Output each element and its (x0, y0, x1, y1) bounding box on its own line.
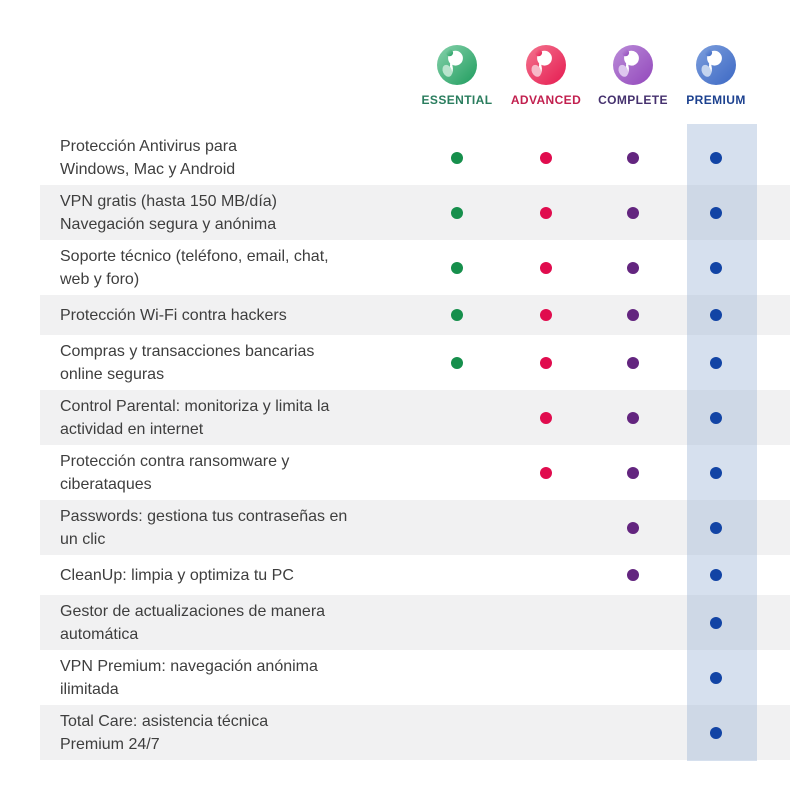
feature-included-dot (710, 412, 722, 424)
feature-included-dot (710, 617, 722, 629)
feature-included-dot (451, 152, 463, 164)
feature-text (40, 340, 314, 386)
feature-row (40, 390, 790, 445)
feature-row (40, 595, 790, 650)
feature-included-dot (627, 467, 639, 479)
feature-line: Passwords: gestiona tus contraseñas en (60, 507, 348, 525)
feature-line: Premium 24/7 (60, 735, 160, 753)
feature-line: Compras y transacciones bancarias (60, 342, 315, 360)
feature-included-dot (710, 467, 722, 479)
feature-row (40, 555, 790, 595)
panda-logo-icon (613, 45, 653, 85)
feature-included-dot (451, 309, 463, 321)
feature-text (40, 395, 329, 441)
feature-row (40, 445, 790, 500)
feature-line: Soporte técnico (teléfono, email, chat, (60, 247, 329, 265)
feature-line: online seguras (60, 365, 165, 383)
panda-logo-icon (437, 45, 477, 85)
feature-included-dot (627, 309, 639, 321)
feature-text (40, 655, 318, 701)
premium-column-highlight (687, 124, 757, 761)
feature-line: Gestor de actualizaciones de manera (60, 602, 326, 620)
feature-row (40, 185, 790, 240)
feature-row (40, 240, 790, 295)
feature-text (40, 190, 277, 236)
feature-included-dot (710, 262, 722, 274)
feature-line: ciberataques (60, 475, 152, 493)
feature-included-dot (540, 207, 552, 219)
feature-line: Protección Wi-Fi contra hackers (60, 306, 287, 324)
feature-rows (40, 130, 790, 760)
plan-label: ESSENTIAL (421, 93, 493, 107)
feature-line: actividad en internet (60, 420, 204, 438)
feature-included-dot (451, 357, 463, 369)
feature-line: un clic (60, 530, 106, 548)
plan-column-essential (412, 45, 502, 107)
plan-label: COMPLETE (598, 93, 668, 107)
feature-line: Windows, Mac y Android (60, 160, 236, 178)
feature-line: Protección contra ransomware y (60, 452, 290, 470)
feature-row (40, 650, 790, 705)
feature-included-dot (710, 727, 722, 739)
feature-row (40, 335, 790, 390)
feature-included-dot (627, 152, 639, 164)
feature-included-dot (710, 207, 722, 219)
feature-included-dot (710, 672, 722, 684)
plan-column-advanced (501, 45, 591, 107)
feature-included-dot (451, 262, 463, 274)
feature-line: Control Parental: monitoriza y limita la (60, 397, 330, 415)
plan-label: PREMIUM (686, 93, 746, 107)
feature-row (40, 705, 790, 760)
feature-line: Total Care: asistencia técnica (60, 712, 269, 730)
feature-included-dot (540, 152, 552, 164)
feature-row (40, 130, 790, 185)
feature-included-dot (540, 467, 552, 479)
feature-text (40, 710, 268, 756)
feature-row (40, 500, 790, 555)
feature-included-dot (540, 262, 552, 274)
feature-text (40, 304, 287, 327)
feature-line: ilimitada (60, 680, 119, 698)
feature-included-dot (627, 412, 639, 424)
feature-text (40, 600, 325, 646)
panda-logo-icon (696, 45, 736, 85)
feature-included-dot (540, 309, 552, 321)
feature-text (40, 564, 294, 587)
feature-included-dot (627, 522, 639, 534)
feature-included-dot (710, 357, 722, 369)
feature-line: VPN gratis (hasta 150 MB/día) (60, 192, 277, 210)
feature-line: Navegación segura y anónima (60, 215, 277, 233)
feature-line: Protección Antivirus para (60, 137, 237, 155)
feature-included-dot (710, 309, 722, 321)
plan-label: ADVANCED (510, 93, 582, 107)
feature-line: web y foro) (60, 270, 140, 288)
feature-included-dot (540, 357, 552, 369)
feature-text (40, 450, 289, 496)
panda-logo-icon (526, 45, 566, 85)
plan-column-complete (588, 45, 678, 107)
feature-line: VPN Premium: navegación anónima (60, 657, 318, 675)
plan-column-premium (671, 45, 761, 107)
feature-included-dot (627, 207, 639, 219)
feature-included-dot (627, 262, 639, 274)
plan-headers (0, 0, 800, 120)
feature-line: automática (60, 625, 139, 643)
feature-text (40, 135, 237, 181)
feature-text (40, 505, 347, 551)
feature-included-dot (710, 152, 722, 164)
feature-row (40, 295, 790, 335)
feature-included-dot (627, 357, 639, 369)
feature-included-dot (627, 569, 639, 581)
feature-included-dot (710, 569, 722, 581)
feature-included-dot (451, 207, 463, 219)
feature-line: CleanUp: limpia y optimiza tu PC (60, 566, 294, 584)
feature-text (40, 245, 329, 291)
feature-included-dot (540, 412, 552, 424)
feature-included-dot (710, 522, 722, 534)
